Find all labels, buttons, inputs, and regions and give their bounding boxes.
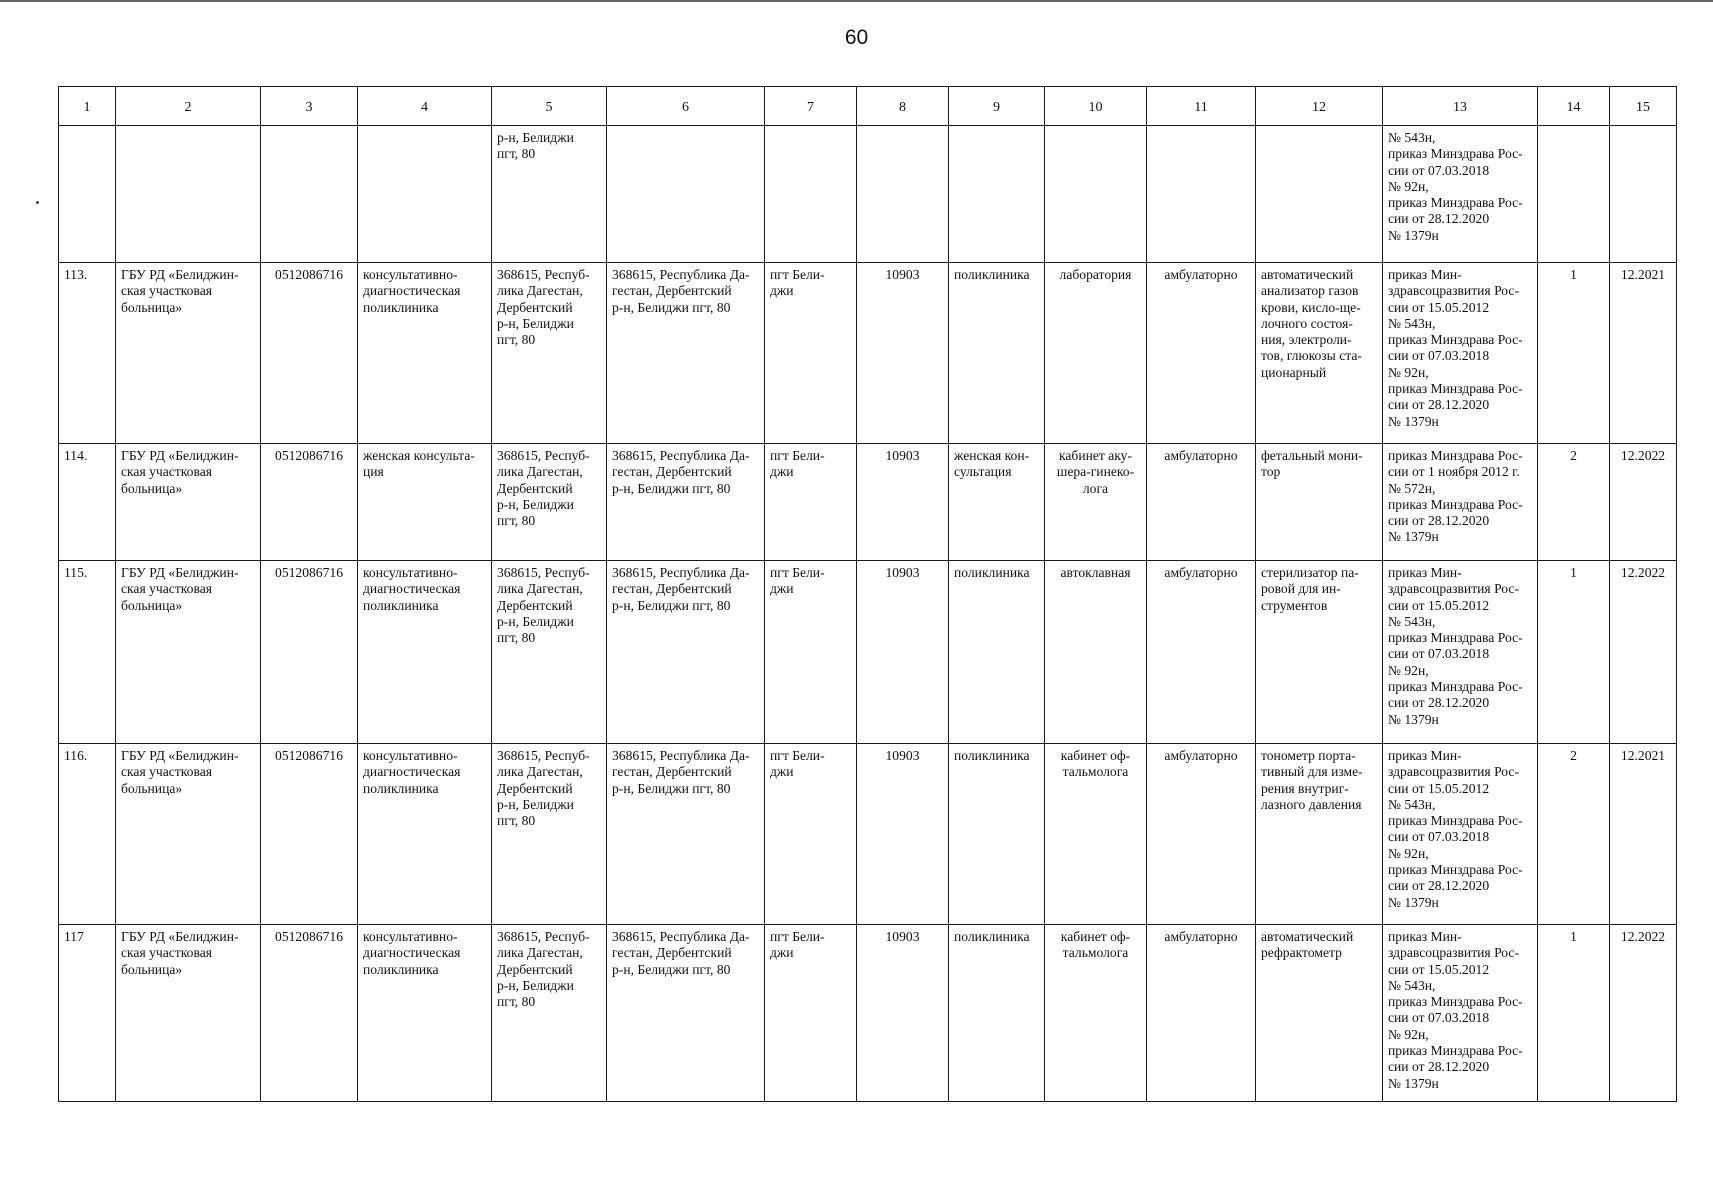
- row-number-cell: 116.: [59, 744, 116, 925]
- empty-cell: [607, 126, 765, 263]
- address-cell-line: р-н, Белиджи: [497, 796, 574, 812]
- room-cell-line: шера-гинеко-: [1056, 464, 1135, 480]
- legal-basis-cell-line: сии от 28.12.2020: [1388, 513, 1490, 529]
- page-top-edge: [0, 0, 1713, 2]
- legal-basis-cell-line: приказ Минздрава Рос-: [1388, 1043, 1523, 1059]
- equipment-cell-line: анализатор газов: [1261, 283, 1359, 299]
- legal-basis-cell-line: № 543н,: [1388, 613, 1436, 629]
- organization-cell-line: ГБУ РД «Белиджин-: [121, 929, 239, 944]
- table-row: [59, 263, 1677, 444]
- address-cell-line: Дербентский: [497, 480, 573, 496]
- page-number: 60: [844, 26, 869, 49]
- legal-basis-cell-line: № 572н,: [1388, 480, 1436, 496]
- room-cell-line: лаборатория: [1059, 267, 1132, 282]
- equipment-cell: [1256, 925, 1383, 1102]
- division-cell: [949, 561, 1045, 744]
- organization-cell-line: больница»: [121, 299, 183, 315]
- column-header-8: 8: [857, 87, 949, 126]
- table-row: [59, 444, 1677, 561]
- column-header-14: 14: [1538, 87, 1610, 126]
- division-cell-line: поликлиника: [954, 748, 1030, 763]
- address-cell-line: р-н, Белиджи: [497, 496, 574, 512]
- organization-cell: [116, 263, 261, 444]
- locality-cell: [765, 263, 857, 444]
- legal-basis-cell-line: сии от 15.05.2012: [1388, 780, 1490, 796]
- column-header-3: 3: [261, 87, 358, 126]
- legal-basis-cell-line: № 543н,: [1388, 796, 1436, 812]
- equipment-cell-line: тор: [1261, 464, 1281, 480]
- code-cell: 0512086716: [261, 744, 358, 925]
- actual-address-cell-line: 368615, Республика Да-: [612, 267, 750, 282]
- equipment-cell-line: тонометр порта-: [1261, 748, 1356, 763]
- equipment-cell-line: автоматический: [1261, 929, 1354, 944]
- organization-cell-line: ская участковая: [121, 464, 212, 480]
- organization-cell-line: ГБУ РД «Белиджин-: [121, 748, 239, 763]
- locality-cell-line: пгт Бели-: [770, 448, 825, 463]
- division-cell-line: поликлиника: [954, 929, 1030, 944]
- address-cell-line: Дербентский: [497, 597, 573, 613]
- equipment-cell: [1256, 263, 1383, 444]
- legal-basis-cell-line: здравсоцразвития Рос-: [1388, 764, 1519, 780]
- column-header-15: 15: [1610, 87, 1677, 126]
- address-cell-line: Дербентский: [497, 780, 573, 796]
- room-cell-line: кабинет аку-: [1058, 448, 1133, 463]
- organization-cell-line: ская участковая: [121, 945, 212, 961]
- empty-cell: [261, 126, 358, 263]
- care-mode-cell: амбулаторно: [1147, 263, 1256, 444]
- actual-address-cell-line: р-н, Белиджи пгт, 80: [612, 780, 731, 796]
- code-cell: 0512086716: [261, 561, 358, 744]
- equipment-cell-line: ровой для ин-: [1261, 581, 1341, 597]
- quantity-cell: 1: [1538, 263, 1610, 444]
- equipment-cell-line: стерилизатор па-: [1261, 565, 1359, 580]
- unit-type-cell-line: ция: [363, 464, 384, 480]
- unit-type-cell-line: консультативно-: [363, 748, 458, 763]
- address-cell-line: пгт, 80: [497, 630, 536, 646]
- address-cell: [492, 925, 607, 1102]
- legal-basis-cell-line: приказ Минздрава Рос-: [1388, 496, 1523, 512]
- address-cell-line: пгт, 80: [497, 146, 536, 162]
- locality-cell-line: джи: [770, 581, 794, 597]
- actual-address-cell: [607, 444, 765, 561]
- table-row-continuation: [59, 126, 1677, 263]
- legal-basis-cell-line: сии от 15.05.2012: [1388, 299, 1490, 315]
- quantity-cell: 1: [1538, 561, 1610, 744]
- legal-basis-cell-line: приказ Минздрава Рос-: [1388, 862, 1523, 878]
- empty-cell: [1538, 126, 1610, 263]
- quantity-cell: 2: [1538, 444, 1610, 561]
- legal-basis-cell-line: № 543н,: [1388, 315, 1436, 331]
- locality-cell-line: пгт Бели-: [770, 565, 825, 580]
- column-header-1: 1: [59, 87, 116, 126]
- legal-basis-cell: [1383, 744, 1538, 925]
- equipment-cell-line: ния, электроли-: [1261, 332, 1352, 348]
- legal-basis-cell-line: здравсоцразвития Рос-: [1388, 581, 1519, 597]
- legal-basis-cell-line: сии от 15.05.2012: [1388, 961, 1490, 977]
- index-cell: 10903: [857, 561, 949, 744]
- row-number-cell: 114.: [59, 444, 116, 561]
- legal-basis-cell: [1383, 444, 1538, 561]
- address-cell-line: лика Дагестан,: [497, 283, 583, 299]
- equipment-cell: [1256, 444, 1383, 561]
- column-header-11: 11: [1147, 87, 1256, 126]
- organization-cell: [116, 561, 261, 744]
- organization-cell-line: ская участковая: [121, 283, 212, 299]
- organization-cell-line: ская участковая: [121, 581, 212, 597]
- room-cell: [1045, 925, 1147, 1102]
- room-cell: [1045, 444, 1147, 561]
- unit-type-cell-line: поликлиника: [363, 597, 439, 613]
- index-cell: 10903: [857, 263, 949, 444]
- legal-basis-cell-line: приказ Минздрава Рос-: [1388, 994, 1523, 1010]
- unit-type-cell-line: консультативно-: [363, 267, 458, 282]
- address-cell-line: лика Дагестан,: [497, 764, 583, 780]
- room-cell-line: лога: [1082, 480, 1109, 496]
- organization-cell-line: больница»: [121, 597, 183, 613]
- legal-basis-cell-line: приказ Минздрава Рос-: [1388, 448, 1523, 463]
- address-cell-line: р-н, Белиджи: [497, 130, 574, 145]
- division-cell: [949, 744, 1045, 925]
- organization-cell-line: больница»: [121, 780, 183, 796]
- legal-basis-cell-line: приказ Минздрава Рос-: [1388, 813, 1523, 829]
- address-cell-line: лика Дагестан,: [497, 464, 583, 480]
- equipment-cell-line: ционарный: [1261, 364, 1327, 380]
- equipment-cell: [1256, 561, 1383, 744]
- organization-cell-line: больница»: [121, 961, 183, 977]
- column-header-13: 13: [1383, 87, 1538, 126]
- organization-cell: [116, 444, 261, 561]
- address-cell-line: Дербентский: [497, 961, 573, 977]
- actual-address-cell: [607, 925, 765, 1102]
- equipment-cell-line: лочного состоя-: [1261, 315, 1353, 331]
- address-cell-line: 368615, Респуб-: [497, 565, 590, 580]
- equipment-cell-line: тивный для изме-: [1261, 764, 1363, 780]
- unit-type-cell-line: поликлиника: [363, 961, 439, 977]
- column-header-5: 5: [492, 87, 607, 126]
- code-cell: 0512086716: [261, 263, 358, 444]
- division-cell-line: сультация: [954, 464, 1012, 480]
- index-cell: 10903: [857, 444, 949, 561]
- legal-basis-cell-line: сии от 28.12.2020: [1388, 1059, 1490, 1075]
- actual-address-cell: [607, 263, 765, 444]
- legal-basis-cell-line: приказ Минздрава Рос-: [1388, 381, 1523, 397]
- legal-basis-cell: [1383, 126, 1538, 263]
- empty-cell: [1147, 126, 1256, 263]
- legal-basis-cell-line: № 92н,: [1388, 178, 1429, 194]
- legal-basis-cell-line: приказ Минздрава Рос-: [1388, 146, 1523, 162]
- address-cell-line: р-н, Белиджи: [497, 977, 574, 993]
- locality-cell: [765, 744, 857, 925]
- legal-basis-cell-line: сии от 07.03.2018: [1388, 1010, 1490, 1026]
- actual-address-cell-line: р-н, Белиджи пгт, 80: [612, 480, 731, 496]
- empty-cell: [1256, 126, 1383, 263]
- legal-basis-cell-line: сии от 28.12.2020: [1388, 211, 1490, 227]
- legal-basis-cell-line: сии от 28.12.2020: [1388, 397, 1490, 413]
- legal-basis-cell-line: сии от 1 ноября 2012 г.: [1388, 464, 1520, 480]
- division-cell: [949, 263, 1045, 444]
- column-number-row: [59, 87, 1677, 126]
- equipment-cell: [1256, 744, 1383, 925]
- column-header-2: 2: [116, 87, 261, 126]
- actual-address-cell-line: 368615, Республика Да-: [612, 448, 750, 463]
- scan-speck: [36, 201, 39, 204]
- legal-basis-cell-line: сии от 28.12.2020: [1388, 878, 1490, 894]
- actual-address-cell-line: гестан, Дербентский: [612, 945, 732, 961]
- legal-basis-cell-line: № 543н,: [1388, 130, 1436, 145]
- address-cell: [492, 561, 607, 744]
- unit-type-cell-line: поликлиника: [363, 299, 439, 315]
- actual-address-cell: [607, 561, 765, 744]
- legal-basis-cell-line: приказ Минздрава Рос-: [1388, 332, 1523, 348]
- index-cell: 10903: [857, 744, 949, 925]
- equipment-cell-line: фетальный мони-: [1261, 448, 1363, 463]
- legal-basis-cell-line: сии от 07.03.2018: [1388, 162, 1490, 178]
- address-cell-line: Дербентский: [497, 299, 573, 315]
- care-mode-cell: амбулаторно: [1147, 925, 1256, 1102]
- empty-cell: [765, 126, 857, 263]
- actual-address-cell-line: р-н, Белиджи пгт, 80: [612, 961, 731, 977]
- unit-type-cell-line: диагностическая: [363, 945, 461, 961]
- empty-cell: [1610, 126, 1677, 263]
- organization-cell-line: ГБУ РД «Белиджин-: [121, 448, 239, 463]
- table-row: [59, 925, 1677, 1102]
- legal-basis-cell-line: приказ Мин-: [1388, 267, 1462, 282]
- locality-cell: [765, 444, 857, 561]
- address-cell: [492, 126, 607, 263]
- legal-basis-cell-line: приказ Мин-: [1388, 748, 1462, 763]
- table-header: [59, 87, 1677, 126]
- legal-basis-cell-line: приказ Мин-: [1388, 565, 1462, 580]
- legal-basis-cell-line: сии от 15.05.2012: [1388, 597, 1490, 613]
- organization-cell-line: ская участковая: [121, 764, 212, 780]
- room-cell-line: тальмолога: [1062, 945, 1129, 961]
- unit-type-cell-line: консультативно-: [363, 565, 458, 580]
- equipment-cell-line: лазного давления: [1261, 796, 1362, 812]
- empty-cell: [59, 126, 116, 263]
- division-cell-line: женская кон-: [954, 448, 1030, 463]
- legal-basis-cell-line: № 92н,: [1388, 662, 1429, 678]
- care-mode-cell: амбулаторно: [1147, 744, 1256, 925]
- row-number-cell: 115.: [59, 561, 116, 744]
- legal-basis-cell-line: № 1379н: [1388, 894, 1439, 910]
- unit-type-cell: [358, 561, 492, 744]
- unit-type-cell: [358, 744, 492, 925]
- legal-basis-cell-line: сии от 07.03.2018: [1388, 646, 1490, 662]
- date-cell: 12.2022: [1610, 444, 1677, 561]
- division-cell-line: поликлиника: [954, 267, 1030, 282]
- locality-cell-line: джи: [770, 945, 794, 961]
- room-cell-line: тальмолога: [1062, 764, 1129, 780]
- address-cell-line: 368615, Респуб-: [497, 748, 590, 763]
- actual-address-cell-line: гестан, Дербентский: [612, 283, 732, 299]
- unit-type-cell-line: консультативно-: [363, 929, 458, 944]
- legal-basis-cell-line: здравсоцразвития Рос-: [1388, 283, 1519, 299]
- table-row: [59, 744, 1677, 925]
- equipment-cell-line: рефрактометр: [1261, 945, 1342, 961]
- unit-type-cell-line: поликлиника: [363, 780, 439, 796]
- address-cell-line: пгт, 80: [497, 994, 536, 1010]
- equipment-cell-line: рения внутриг-: [1261, 780, 1349, 796]
- column-header-12: 12: [1256, 87, 1383, 126]
- actual-address-cell-line: гестан, Дербентский: [612, 764, 732, 780]
- address-cell-line: лика Дагестан,: [497, 945, 583, 961]
- actual-address-cell: [607, 744, 765, 925]
- address-cell-line: пгт, 80: [497, 513, 536, 529]
- legal-basis-cell-line: № 92н,: [1388, 845, 1429, 861]
- actual-address-cell-line: р-н, Белиджи пгт, 80: [612, 597, 731, 613]
- address-cell-line: 368615, Респуб-: [497, 929, 590, 944]
- row-number-cell: 117: [59, 925, 116, 1102]
- actual-address-cell-line: 368615, Республика Да-: [612, 929, 750, 944]
- table-body: [59, 126, 1677, 1102]
- legal-basis-cell-line: № 1379н: [1388, 227, 1439, 243]
- column-header-7: 7: [765, 87, 857, 126]
- column-header-6: 6: [607, 87, 765, 126]
- address-cell: [492, 263, 607, 444]
- equipment-registry-table: [58, 86, 1677, 1102]
- legal-basis-cell-line: сии от 07.03.2018: [1388, 829, 1490, 845]
- row-number-cell: 113.: [59, 263, 116, 444]
- date-cell: 12.2021: [1610, 263, 1677, 444]
- empty-cell: [116, 126, 261, 263]
- legal-basis-cell-line: приказ Минздрава Рос-: [1388, 630, 1523, 646]
- locality-cell-line: пгт Бели-: [770, 267, 825, 282]
- legal-basis-cell-line: приказ Мин-: [1388, 929, 1462, 944]
- organization-cell: [116, 744, 261, 925]
- unit-type-cell-line: диагностическая: [363, 283, 461, 299]
- empty-cell: [857, 126, 949, 263]
- address-cell-line: лика Дагестан,: [497, 581, 583, 597]
- organization-cell-line: ГБУ РД «Белиджин-: [121, 267, 239, 282]
- legal-basis-cell-line: № 1379н: [1388, 1075, 1439, 1091]
- code-cell: 0512086716: [261, 444, 358, 561]
- column-header-10: 10: [1045, 87, 1147, 126]
- unit-type-cell-line: диагностическая: [363, 764, 461, 780]
- locality-cell-line: джи: [770, 764, 794, 780]
- legal-basis-cell-line: № 92н,: [1388, 364, 1429, 380]
- locality-cell-line: пгт Бели-: [770, 929, 825, 944]
- equipment-cell-line: крови, кисло-ще-: [1261, 299, 1361, 315]
- legal-basis-cell-line: № 92н,: [1388, 1026, 1429, 1042]
- care-mode-cell: амбулаторно: [1147, 561, 1256, 744]
- room-cell-line: кабинет оф-: [1060, 748, 1131, 763]
- actual-address-cell-line: гестан, Дербентский: [612, 464, 732, 480]
- quantity-cell: 2: [1538, 744, 1610, 925]
- date-cell: 12.2021: [1610, 744, 1677, 925]
- room-cell-line: автоклавная: [1060, 565, 1131, 580]
- locality-cell-line: пгт Бели-: [770, 748, 825, 763]
- organization-cell-line: ГБУ РД «Белиджин-: [121, 565, 239, 580]
- column-header-9: 9: [949, 87, 1045, 126]
- empty-cell: [949, 126, 1045, 263]
- date-cell: 12.2022: [1610, 925, 1677, 1102]
- legal-basis-cell-line: приказ Минздрава Рос-: [1388, 195, 1523, 211]
- legal-basis-cell-line: № 1379н: [1388, 529, 1439, 545]
- legal-basis-cell-line: здравсоцразвития Рос-: [1388, 945, 1519, 961]
- unit-type-cell-line: диагностическая: [363, 581, 461, 597]
- unit-type-cell: [358, 263, 492, 444]
- unit-type-cell: [358, 444, 492, 561]
- actual-address-cell-line: 368615, Республика Да-: [612, 565, 750, 580]
- equipment-cell-line: струментов: [1261, 597, 1328, 613]
- locality-cell-line: джи: [770, 283, 794, 299]
- index-cell: 10903: [857, 925, 949, 1102]
- equipment-cell-line: тов, глюкозы ста-: [1261, 348, 1362, 364]
- legal-basis-cell-line: № 543н,: [1388, 977, 1436, 993]
- empty-cell: [1045, 126, 1147, 263]
- locality-cell: [765, 925, 857, 1102]
- legal-basis-cell: [1383, 263, 1538, 444]
- division-cell-line: поликлиника: [954, 565, 1030, 580]
- organization-cell: [116, 925, 261, 1102]
- room-cell-line: кабинет оф-: [1060, 929, 1131, 944]
- actual-address-cell-line: гестан, Дербентский: [612, 581, 732, 597]
- address-cell-line: р-н, Белиджи: [497, 613, 574, 629]
- legal-basis-cell: [1383, 561, 1538, 744]
- equipment-cell-line: автоматический: [1261, 267, 1354, 282]
- room-cell: [1045, 744, 1147, 925]
- code-cell: 0512086716: [261, 925, 358, 1102]
- empty-cell: [358, 126, 492, 263]
- table-row: [59, 561, 1677, 744]
- address-cell-line: 368615, Респуб-: [497, 448, 590, 463]
- address-cell-line: пгт, 80: [497, 332, 536, 348]
- locality-cell: [765, 561, 857, 744]
- address-cell-line: пгт, 80: [497, 813, 536, 829]
- address-cell-line: р-н, Белиджи: [497, 315, 574, 331]
- address-cell: [492, 444, 607, 561]
- date-cell: 12.2022: [1610, 561, 1677, 744]
- column-header-4: 4: [358, 87, 492, 126]
- actual-address-cell-line: р-н, Белиджи пгт, 80: [612, 299, 731, 315]
- address-cell: [492, 744, 607, 925]
- organization-cell-line: больница»: [121, 480, 183, 496]
- legal-basis-cell-line: № 1379н: [1388, 413, 1439, 429]
- unit-type-cell-line: женская консульта-: [363, 448, 475, 463]
- quantity-cell: 1: [1538, 925, 1610, 1102]
- care-mode-cell: амбулаторно: [1147, 444, 1256, 561]
- legal-basis-cell-line: приказ Минздрава Рос-: [1388, 679, 1523, 695]
- unit-type-cell: [358, 925, 492, 1102]
- division-cell: [949, 925, 1045, 1102]
- room-cell: [1045, 561, 1147, 744]
- legal-basis-cell: [1383, 925, 1538, 1102]
- legal-basis-cell-line: сии от 07.03.2018: [1388, 348, 1490, 364]
- room-cell: [1045, 263, 1147, 444]
- legal-basis-cell-line: сии от 28.12.2020: [1388, 695, 1490, 711]
- actual-address-cell-line: 368615, Республика Да-: [612, 748, 750, 763]
- locality-cell-line: джи: [770, 464, 794, 480]
- legal-basis-cell-line: № 1379н: [1388, 711, 1439, 727]
- division-cell: [949, 444, 1045, 561]
- address-cell-line: 368615, Респуб-: [497, 267, 590, 282]
